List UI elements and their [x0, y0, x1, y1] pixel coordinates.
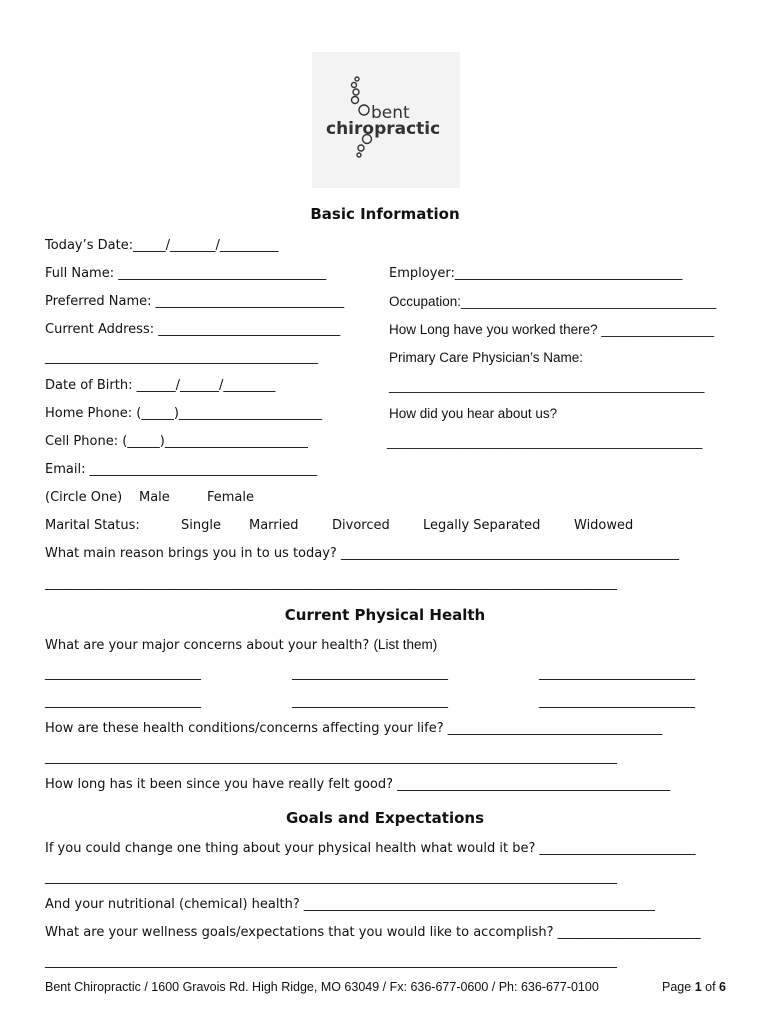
- affecting-life-line-2[interactable]: ________________________________________________________________________________________: [45, 750, 617, 765]
- heading-goals-and-expectations: Goals and Expectations: [285, 809, 485, 827]
- heading-basic-information: Basic Information: [310, 205, 460, 223]
- hear-about-label: How did you hear about us?: [389, 406, 558, 421]
- preferred-name-field[interactable]: Preferred Name: _____________________________: [45, 294, 345, 309]
- of-word: of: [705, 980, 716, 994]
- occupation-field[interactable]: Occupation:__________________________________: [389, 294, 717, 309]
- logo-word-bent: bent: [371, 103, 410, 123]
- page-current: 1: [694, 980, 702, 994]
- felt-good-field[interactable]: How long has it been since you have really felt good? __________________________________________: [45, 777, 671, 792]
- employer-field[interactable]: Employer:___________________________________: [389, 266, 683, 281]
- full-name-field[interactable]: Full Name: ________________________________: [45, 266, 327, 281]
- main-reason-line-2[interactable]: ________________________________________________________________________________________: [45, 576, 617, 591]
- email-field[interactable]: Email: ___________________________________: [45, 462, 318, 477]
- page-word: Page: [662, 980, 692, 994]
- change-one-thing-line-2[interactable]: ________________________________________________________________________________________: [45, 870, 617, 885]
- marital-status-label: Marital Status:: [45, 518, 140, 533]
- gender-option-female[interactable]: Female: [207, 490, 255, 505]
- footer-address: Bent Chiropractic / 1600 Gravois Rd. High Ridge, MO 63049 / Fx: 636-677-0600 / Ph: 636-677-0100: [45, 980, 599, 994]
- primary-care-label: Primary Care Physician’s Name:: [389, 350, 584, 365]
- concerns-question: [45, 637, 437, 654]
- main-reason-field[interactable]: What main reason brings you in to us today? ____________________________________________________: [45, 546, 679, 561]
- circle-one-label: (Circle One): [45, 490, 123, 505]
- gender-option-male[interactable]: Male: [139, 490, 170, 505]
- home-phone-field[interactable]: Home Phone: (_____)______________________: [45, 406, 322, 421]
- concern-line-3[interactable]: ________________________: [539, 666, 695, 681]
- marital-option-single[interactable]: Single: [181, 518, 221, 533]
- concern-line-2[interactable]: ________________________: [292, 666, 448, 681]
- concern-line-1[interactable]: ________________________: [45, 666, 201, 681]
- logo-word-chiropractic: chiropractic: [326, 119, 441, 139]
- hear-about-field[interactable]: __________________________________________: [387, 434, 703, 449]
- nutritional-health-field[interactable]: And your nutritional (chemical) health? ______________________________________________________: [45, 897, 655, 912]
- wellness-goals-field[interactable]: What are your wellness goals/expectations that you would like to accomplish? ______________________: [45, 925, 701, 940]
- marital-option-legally-separated[interactable]: Legally Separated: [423, 518, 541, 533]
- marital-option-married[interactable]: Married: [249, 518, 299, 533]
- change-one-thing-field[interactable]: If you could change one thing about your physical health what would it be? ________________________: [45, 841, 696, 856]
- worked-there-field[interactable]: How Long have you worked there? _______________: [389, 322, 715, 337]
- affecting-life-field[interactable]: How are these health conditions/concerns affecting your life? _________________________________: [45, 721, 663, 736]
- marital-option-divorced[interactable]: Divorced: [332, 518, 390, 533]
- marital-option-widowed[interactable]: Widowed: [574, 518, 634, 533]
- cell-phone-field[interactable]: Cell Phone: (_____)______________________: [45, 434, 308, 449]
- logo-graphic: [312, 52, 460, 188]
- page-total: 6: [719, 980, 726, 994]
- concern-line-4[interactable]: ________________________: [45, 694, 201, 709]
- concern-line-5[interactable]: ________________________: [292, 694, 448, 709]
- concerns-question-text: What are your major concerns about your health?: [45, 638, 370, 653]
- page-number: [662, 980, 726, 994]
- current-address-field[interactable]: Current Address: ____________________________: [45, 322, 341, 337]
- list-them-hint: (List them): [373, 637, 438, 652]
- heading-current-physical-health: Current Physical Health: [284, 606, 486, 624]
- todays-date-field[interactable]: Today’s Date:_____/_______/_________: [45, 238, 279, 253]
- date-of-birth-field[interactable]: Date of Birth: ______/______/________: [45, 378, 276, 393]
- primary-care-field[interactable]: __________________________________________: [389, 378, 705, 393]
- address-line-2-field[interactable]: __________________________________________: [45, 350, 318, 365]
- concern-line-6[interactable]: ________________________: [539, 694, 695, 709]
- wellness-goals-line-2[interactable]: ________________________________________________________________________________________: [45, 954, 617, 969]
- bent-chiropractic-logo: [312, 52, 460, 188]
